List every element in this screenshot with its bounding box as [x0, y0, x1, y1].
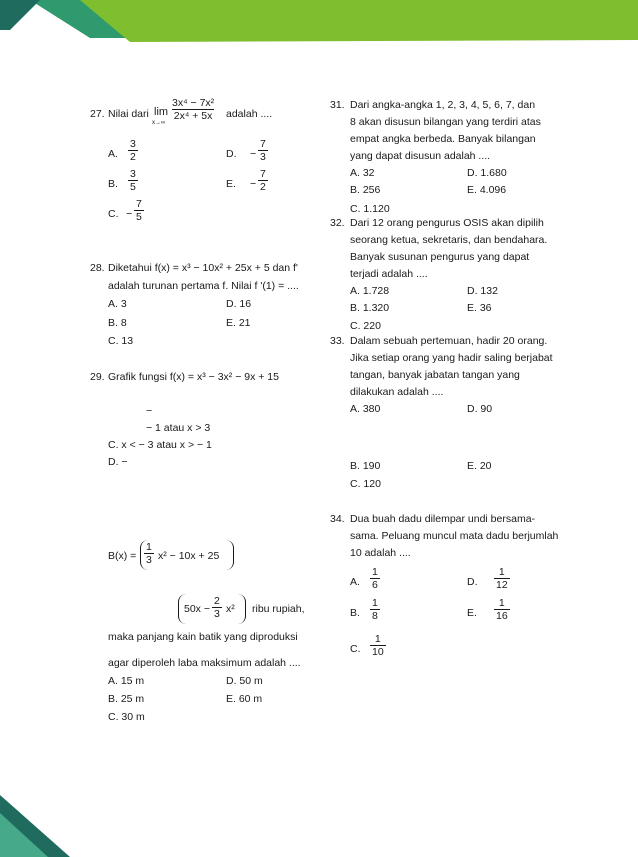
option-d: D. 90: [467, 403, 493, 415]
question-text-line: 8 akan disusun bilangan yang terdiri atas: [350, 116, 541, 128]
option-b: B. 190: [350, 460, 381, 472]
denominator: 2: [130, 150, 136, 163]
option-a-fraction: [128, 139, 138, 162]
question-number: 31.: [330, 99, 345, 111]
option-c: C. x < − 3 atau x > − 1: [108, 439, 212, 451]
question-text-line: Jika setiap orang yang hadir saling berjabat: [350, 352, 553, 364]
option-b: B. 1.320: [350, 302, 390, 314]
option-a-label: A.: [350, 576, 360, 588]
option-d-label: D.: [226, 148, 237, 160]
option-b: B. 25 m: [108, 693, 145, 705]
numerator: 1: [498, 597, 505, 609]
header-band-light: [80, 0, 638, 42]
option-e-fraction: [258, 169, 268, 192]
numerator: 1: [374, 633, 381, 645]
question-text-line: seorang ketua, sekretaris, dan bendahara.: [350, 234, 548, 246]
question-number: 32.: [330, 217, 345, 229]
option-b: B. 256: [350, 184, 381, 196]
denominator: 8: [372, 609, 378, 622]
denominator: 3: [146, 553, 152, 566]
denominator: 2: [260, 180, 266, 193]
question-text-line: Dalam sebuah pertemuan, hadir 20 orang.: [350, 335, 548, 347]
question-text-line: Dari 12 orang pengurus OSIS akan dipilih: [350, 217, 544, 229]
question-text-line: Banyak susunan pengurus yang dapat: [350, 251, 530, 263]
option-b: B. 8: [108, 317, 127, 329]
question-text-line: Diketahui f(x) = x³ − 10x² + 25x + 5 dan f': [108, 262, 298, 274]
cost-fraction: [144, 542, 154, 565]
question-text-line: sama. Peluang muncul mata dadu berjumlah: [350, 530, 559, 542]
numerator: 7: [136, 198, 142, 210]
question-suffix: adalah ....: [226, 108, 273, 120]
denominator: 3: [260, 150, 266, 163]
limit-fraction: [170, 98, 216, 121]
option-d-label: D.: [467, 576, 478, 588]
denominator: 6: [372, 578, 378, 591]
numerator: 3: [130, 138, 136, 150]
question-text-line: Grafik fungsi f(x) = x³ − 3x² − 9x + 15: [108, 371, 279, 383]
corner-decoration: [0, 795, 70, 857]
option-e-fraction: [494, 598, 510, 621]
numerator: 2: [214, 595, 220, 607]
price-expr: x²: [226, 603, 235, 615]
option-e: E. 21: [226, 317, 251, 329]
lim-symbol: lim: [154, 106, 169, 118]
question-number: 29.: [90, 371, 105, 383]
option-d: D. 132: [467, 285, 498, 297]
option-d-fraction: [258, 139, 268, 162]
question-text-line: adalah turunan pertama f. Nilai f '(1) = ....: [108, 280, 299, 292]
lim-subscript: x→∞: [152, 120, 166, 126]
price-fraction: [212, 596, 222, 619]
fraction-numerator: 3x⁴ − 7x²: [172, 97, 215, 109]
question-text: Nilai dari: [108, 108, 149, 120]
denominator: 12: [496, 578, 508, 591]
question-text-line: terjadi adalah ....: [350, 268, 428, 280]
option-c-fraction: [134, 199, 144, 222]
fraction-denominator: 2x⁴ + 5x: [173, 109, 213, 122]
option-c: C. 1.120: [350, 203, 390, 215]
numerator: 1: [372, 597, 378, 609]
option-e-label: E.: [467, 607, 477, 619]
option-c: C. 120: [350, 478, 381, 490]
question-number: 28.: [90, 262, 105, 274]
option-e-label: E.: [226, 178, 236, 190]
question-text-line: Dua buah dadu dilempar undi bersama-: [350, 513, 536, 525]
header-banner: [0, 0, 638, 60]
price-suffix: ribu rupiah,: [252, 603, 305, 615]
option-c: C. 30 m: [108, 711, 145, 723]
numerator: 1: [146, 541, 152, 553]
option-c-label: C.: [350, 643, 361, 655]
question-text-line: 10 adalah ....: [350, 547, 411, 559]
cost-function-rest: x² − 10x + 25: [158, 550, 220, 562]
question-number: 34.: [330, 513, 345, 525]
option-c: C. 13: [108, 335, 134, 347]
option-e: E. 36: [467, 302, 492, 314]
denominator: 5: [130, 180, 136, 193]
text-fragment: − 1 atau x > 3: [146, 422, 211, 434]
denominator: 5: [136, 210, 142, 223]
option-a: A. 380: [350, 403, 381, 415]
price-expr: 50x −: [184, 603, 210, 615]
question-number: 33.: [330, 335, 345, 347]
option-a-fraction: [370, 567, 380, 590]
question-text-line: maka panjang kain batik yang diproduksi: [108, 631, 298, 643]
minus-sign: −: [250, 148, 257, 160]
question-text-line: dilakukan adalah ....: [350, 386, 444, 398]
minus-sign: −: [250, 178, 257, 190]
numerator: 1: [498, 566, 505, 578]
cost-function-lhs: B(x) =: [108, 550, 137, 562]
question-text-line: agar diperoleh laba maksimum adalah ....: [108, 657, 301, 669]
option-a: A. 3: [108, 298, 127, 310]
denominator: 16: [496, 609, 508, 622]
option-d: D. −: [108, 456, 128, 468]
option-a: A. 15 m: [108, 675, 145, 687]
question-text-line: empat angka berbeda. Banyak bilangan: [350, 133, 536, 145]
question-number: 27.: [90, 108, 105, 120]
option-c: C. 220: [350, 320, 381, 332]
option-d: D. 50 m: [226, 675, 263, 687]
option-d: D. 16: [226, 298, 252, 310]
numerator: 7: [260, 168, 266, 180]
question-text-line: yang dapat disusun adalah ....: [350, 150, 491, 162]
option-e: E. 4.096: [467, 184, 507, 196]
header-band-shade: [0, 0, 40, 30]
option-b-label: B.: [108, 178, 118, 190]
option-e: E. 20: [467, 460, 492, 472]
option-e: E. 60 m: [226, 693, 263, 705]
question-text-line: Dari angka-angka 1, 2, 3, 4, 5, 6, 7, dan: [350, 99, 536, 111]
numerator: 1: [372, 566, 378, 578]
numerator: 3: [130, 168, 136, 180]
numerator: 7: [260, 138, 266, 150]
option-a: A. 32: [350, 167, 375, 179]
option-a: A. 1.728: [350, 285, 390, 297]
option-d-fraction: [494, 567, 510, 590]
option-a-label: A.: [108, 148, 118, 160]
minus-sign: −: [126, 208, 133, 220]
text-fragment: −: [146, 405, 153, 417]
option-b-fraction: [370, 598, 380, 621]
option-d: D. 1.680: [467, 167, 507, 179]
question-text-line: tangan, banyak jabatan tangan yang: [350, 369, 520, 381]
option-c-label: C.: [108, 208, 119, 220]
denominator: 10: [372, 645, 384, 658]
option-c-fraction: [370, 634, 386, 657]
option-b-fraction: [128, 169, 138, 192]
option-b-label: B.: [350, 607, 360, 619]
denominator: 3: [214, 607, 220, 620]
